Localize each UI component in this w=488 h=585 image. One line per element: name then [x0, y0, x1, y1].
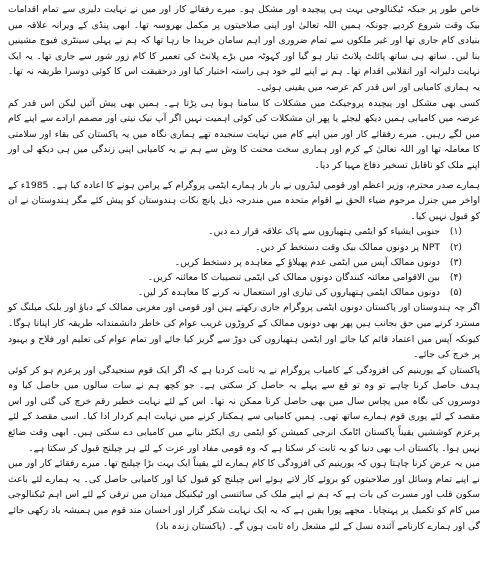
list-text: جنوبی ایشیاء کو ایٹمی ہتھیاروں سے پاک علاقہ قرار دے دیں۔: [208, 226, 440, 238]
body-paragraph: کسی بھی مشکل اور پیچیدہ پروجیکٹ میں مشکلات کا سامنا ہونا ہی پڑتا ہے۔ ہمیں بھی پیش آئیں لیکن اس قدر کم عرصہ میں کامیابی ہمیں دیکھ لیجئے یا پھر ان مشکلات کی کوئی اہمیت نہیں اگر آپ نیک نیتی اور مصمم ارادے سے اپنے کام میں لگے رہیں۔ میرے رفقائے کار اور میں اپنے کام میں نہایت سنجیدہ تھے ہماری نگاہ میں یہ پاکستان کی بقاء اور سلامتی کا معاملہ تھا اور اللہ تعالیٰ کے کرم اور ہماری سخت محنت کا وش سے ہم نے یہ کامیابی اپنی زندگی میں ہی دیکھ لی اور اپنے ملک کو ناقابل تسخیر دفاع مہیا کر دیا۔: [8, 97, 480, 171]
five-points-list: [8, 224, 480, 300]
list-number: (۱): [449, 226, 462, 238]
list-item: [8, 224, 462, 239]
body-paragraph: پاکستان کے یورینیم کی افزودگی کے کامیاب پروگرام نے یہ ثابت کردیا ہے کہ اگر ایک قوم سنجیدگی اور پرعزم ہو کر کوئی ہدف حاصل کرنا چاہے تو وہ تو قع سے پہلے یہ حاصل کر سکتی ہے۔ جو کچھ ہم نے سات سالوں میں حاصل کیا وہ دوسروں کی نگاہ میں پچاس سال میں بھی حاصل کرنا ممکن نہ تھا۔ اس کے لئے نہایت خطیر رقم خرچ کی گئی اور اس مقصد کے لئے پوری قوم ہمارے ساتھ تھی۔ ہمیں کامیابی سے ہمکنار کرنے میں نہایت اہم کردار ادا کیا۔ اسی مقصد کے لئے پرعزم کوششیں یقیناً پاکستان اٹامک انرجی کمیشن کو ایٹمی ری ایکٹر بنانے میں کامیابی دے سکتی ہیں۔ ابھی وقت ضائع نہیں ہوا۔ پاکستان اب بھی دنیا کو یہ ثابت کر سکتا ہے کہ وہ قومی مفاد اور عزت کے لئے ہر چیلنج قبول کر سکتا ہے۔: [8, 364, 480, 454]
list-item: [8, 255, 462, 270]
list-item: [8, 240, 462, 255]
list-text: NPT پر دونوں ممالک بیک وقت دستخط کر دیں۔: [255, 241, 440, 253]
list-item: [8, 285, 462, 300]
body-paragraph: خاص طور پر جبکہ ٹیکنالوجی بہت ہی پیچیدہ اور مشکل ہو۔ میرے رفقائے کار اور میں نے نہایت دلیری سے تمام اقدامات بیک وقت شروع کردیے چونکہ ہمیں اللہ تعالیٰ اور اپنی صلاحیتوں پر مکمل بھروسہ تھا۔ ابھی پنڈی کے ویرانہ علاقہ میں بنیادی کام جاری تھا اور غیر ملکوں سے تمام ضروری اور اہم سامان خریدا جا رہا تھا کہ ہم نے پہلی سینٹری فیوج مشینیں بنا لیں۔ ساتھ ہی ساتھ پائلٹ پلانٹ تیار ہو گیا اور کہوٹہ میں بڑے پلانٹ کی تعمیر کا کام زور شور سے جاری تھا۔ یہ ایک نہایت دلیرانہ اور انقلابی اقدام تھا۔ ہم نے اپنے لئے خود ہی راستہ اختیار کیا اور درحقیقت اس کا کوئی دوسرا طریقہ نہ تھا۔ یہ ہماری کامیابی اور اس قدر کم عرصہ میں یقینی ہوئی۔: [8, 4, 480, 93]
list-number: (۴): [449, 271, 462, 283]
list-number: (۵): [449, 287, 462, 299]
body-paragraph: ہمارے صدر محترم، وزیر اعظم اور قومی لیڈروں نے بار بار ہمارے ایٹمی پروگرام کے پرامن ہونے کا اعادہ کیا ہے۔ 1985ء کے اواخر میں جنرل مرحوم ضیاء الحق نے اقوام متحدہ میں مندرجہ ذیل پانچ نکات ہندوستان کو پیش کئے مگر ہندوستان نے ان کو قبول نہیں کیا۔: [8, 179, 480, 222]
list-text: بین الاقوامی معائنہ کنندگان دونوں ممالک کی ایٹمی تنصیبات کا معائنہ کریں۔: [147, 271, 440, 283]
list-text: دونوں ممالک ایٹمی ہتھیاروں کی تیاری اور استعمال نہ کرنے کا معاہدہ کر لیں۔: [137, 287, 440, 299]
list-number: (۳): [449, 256, 462, 268]
list-number: (۲): [449, 241, 462, 253]
body-paragraph: میں یہ عرض کرنا چاہتا ہوں کہ یورینیم کی افزودگی کا کام ہمارے لئے یقیناً ایک بہت بڑا چیلنج تھا۔ میرے رفقائے کار اور میں نے اپنے تمام وسائل اور صلاحیتوں کو بروئے کار لاتے ہوئے اس چیلنج کو قبول کیا اور کامیابی حاصل کی۔ یہ ہمارے لئے باعث سکون قلب اور مسرت کی بات ہے کہ ہم نے اپنے ملک کی سائنسی اور ٹیکنیکل میدان میں ترقی کے لئے اس اہم ٹیکنالوجی میں کام کو تکمیل پر پہنچایا۔ مجھے پورا یقین ہے کہ یہ ایک نہایت شکر گزار اور احسان مند قوم میں ہمیشہ یاد رکھی جائے گی اور ہمارے کارنامے آئندہ نسل کے لئے مشعل راہ ثابت ہوں گے۔ (پاکستان زندہ باد): [8, 458, 480, 532]
list-text: دونوں ممالک آپس میں ایٹمی عدم پھیلاؤ کے معاہدہ پر دستخط کریں۔: [174, 256, 440, 268]
list-item: [8, 270, 462, 285]
body-paragraph: اگر چہ ہندوستان اور پاکستان دونوں ایٹمی پروگرام جاری رکھتے ہیں اور قومی اور مغربی ممالک کے دباؤ اور بلیک میلنگ کو مسترد کرنے میں حق بجانب ہیں پھر بھی دونوں ممالک کے کروڑوں غریب عوام کی خاطر دانشمندانہ طریقہ کار اپنانا ہوگا۔ کیونکہ آپس میں اعتماد قائم کیا جائے اور ایٹمی ہتھیاروں کی دوڑ سے گریز کیا جائے اور تمام عوام کی تعلیم اور فلاح و بہبود پر خرچ کی جائے۔: [8, 302, 480, 361]
